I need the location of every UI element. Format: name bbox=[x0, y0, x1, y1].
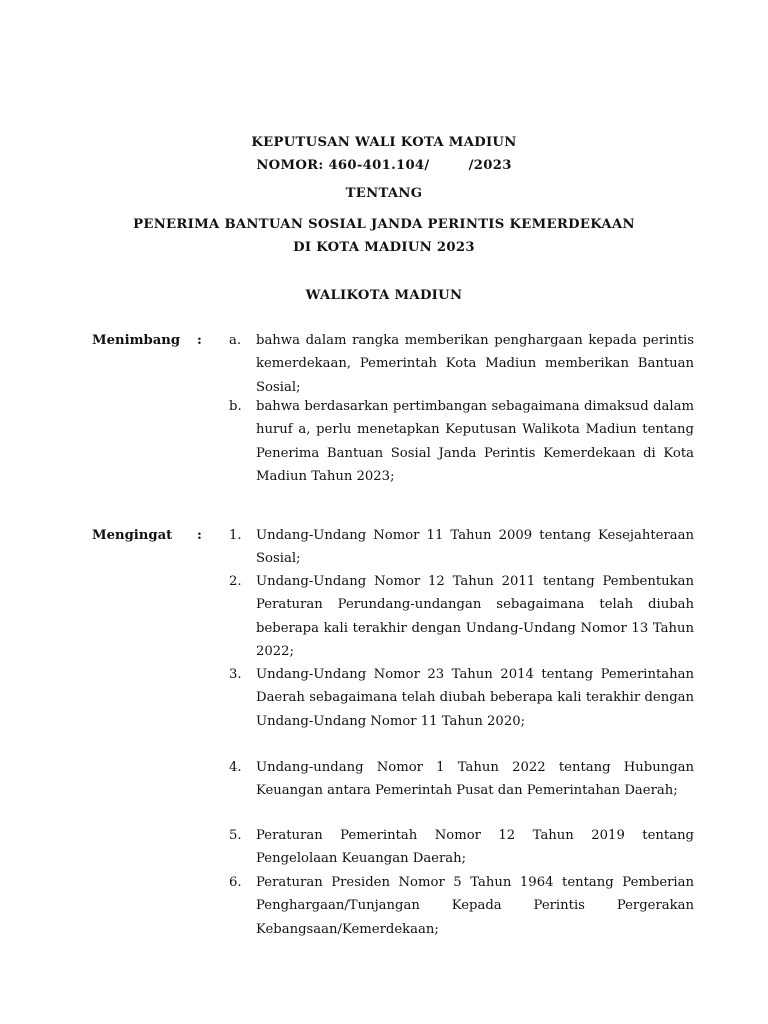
mengingat-marker-5: 5. bbox=[229, 828, 242, 843]
mengingat-item-3: Undang-Undang Nomor 23 Tahun 2014 tentang Pemerintahan Daerah sebagaimana telah diubah beberapa kali terakhir dengan Undang-Undang Nomor 11 Tahun 2020; bbox=[256, 667, 694, 729]
issuer-heading: WALIKOTA MADIUN bbox=[305, 288, 463, 303]
subject-line-2: DI KOTA MADIUN 2023 bbox=[293, 240, 475, 255]
mengingat-marker-6: 6. bbox=[229, 875, 242, 890]
menimbang-marker-b: b. bbox=[229, 399, 242, 414]
menimbang-marker-a: a. bbox=[229, 333, 242, 348]
decree-title: KEPUTUSAN WALI KOTA MADIUN bbox=[251, 135, 517, 150]
decree-number: NOMOR: 460-401.104/ /2023 bbox=[256, 158, 512, 173]
mengingat-item-1: Undang-Undang Nomor 11 Tahun 2009 tentang Kesejahteraan Sosial; bbox=[256, 528, 694, 567]
tentang-heading: TENTANG bbox=[345, 186, 423, 201]
mengingat-item-5: Peraturan Pemerintah Nomor 12 Tahun 2019 tentang Pengelolaan Keuangan Daerah; bbox=[256, 828, 694, 867]
menimbang-colon: : bbox=[197, 333, 202, 348]
mengingat-item-6: Peraturan Presiden Nomor 5 Tahun 1964 tentang Pemberian Penghargaan/Tunjangan Kepada Perintis Pergerakan Kebangsaan/Kemerdekaan; bbox=[256, 875, 694, 937]
mengingat-item-4: Undang-undang Nomor 1 Tahun 2022 tentang Hubungan Keuangan antara Pemerintah Pusat dan Pemerintahan Daerah; bbox=[256, 760, 694, 799]
mengingat-marker-4: 4. bbox=[229, 760, 242, 775]
mengingat-marker-2: 2. bbox=[229, 574, 242, 589]
mengingat-item-2: Undang-Undang Nomor 12 Tahun 2011 tentang Pembentukan Peraturan Perundang-undangan sebagaimana telah diubah beberapa kali terakhir dengan Undang-Undang Nomor 13 Tahun 2022; bbox=[256, 574, 694, 659]
mengingat-label: Mengingat bbox=[92, 528, 173, 543]
menimbang-item-b: bahwa berdasarkan pertimbangan sebagaimana dimaksud dalam huruf a, perlu menetapkan Keputusan Walikota Madiun tentang Penerima Bantuan Sosial Janda Perintis Kemerdekaan di Kota Madiun Tahun 2023; bbox=[256, 399, 694, 484]
mengingat-colon: : bbox=[197, 528, 202, 543]
mengingat-marker-3: 3. bbox=[229, 667, 242, 682]
mengingat-marker-1: 1. bbox=[229, 528, 242, 543]
menimbang-item-a: bahwa dalam rangka memberikan penghargaan kepada perintis kemerdekaan, Pemerintah Kota Madiun memberikan Bantuan Sosial; bbox=[256, 333, 694, 395]
menimbang-label: Menimbang bbox=[92, 333, 181, 348]
subject-line-1: PENERIMA BANTUAN SOSIAL JANDA PERINTIS KEMERDEKAAN bbox=[133, 217, 635, 232]
